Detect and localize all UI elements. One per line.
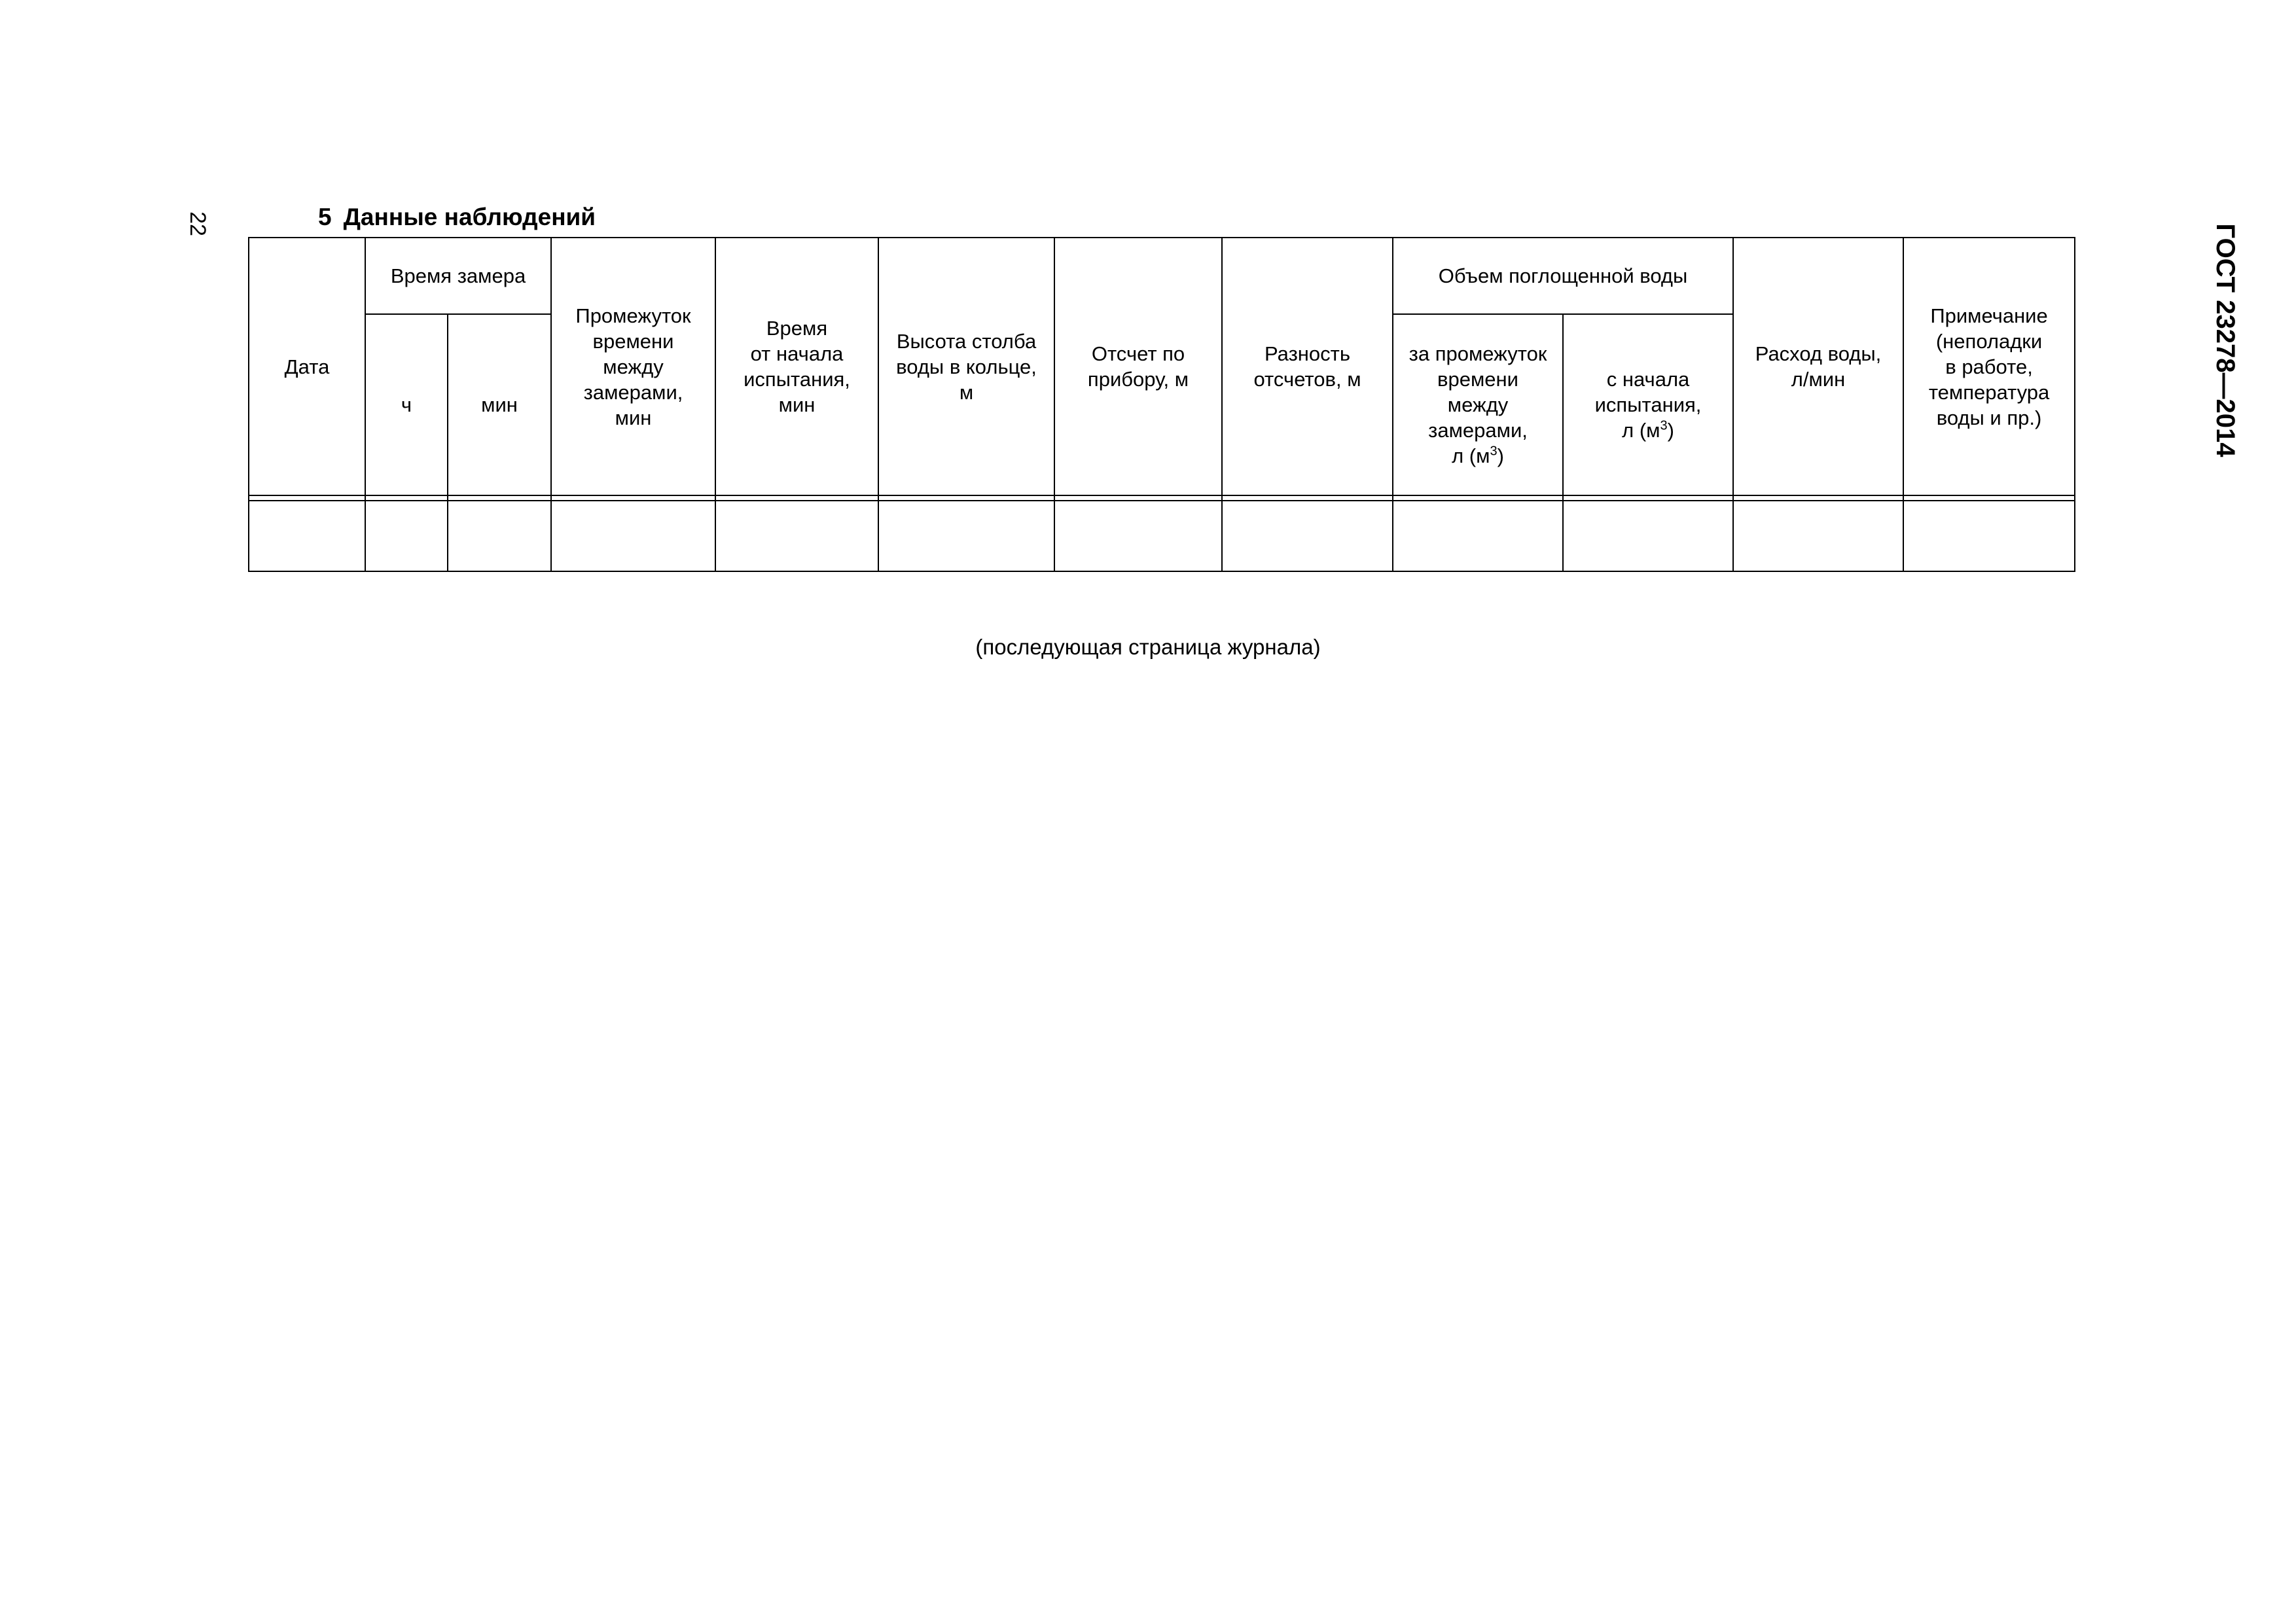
table-cell[interactable] bbox=[448, 501, 551, 571]
table-cell[interactable] bbox=[249, 501, 365, 571]
observation-table bbox=[248, 237, 2075, 572]
header-measurement-time: Время замера bbox=[365, 238, 551, 314]
table-cell[interactable] bbox=[1903, 501, 2075, 571]
header-date: Дата bbox=[249, 238, 365, 495]
header-column-height: Высота столба воды в кольце, м bbox=[878, 238, 1054, 495]
section-title: Данные наблюдений bbox=[343, 204, 596, 230]
header-flow-rate: Расход воды, л/мин bbox=[1733, 238, 1903, 495]
header-note: Примечание (неполадки в работе, температура воды и пр.) bbox=[1903, 238, 2075, 495]
header-gauge-reading: Отсчет по прибору, м bbox=[1054, 238, 1222, 495]
header-minutes: мин bbox=[448, 314, 551, 495]
table-cell[interactable] bbox=[878, 501, 1054, 571]
table-cell[interactable] bbox=[715, 501, 878, 571]
header-volume-interval: за промежуток времени между замерами, л $(м^3)$ bbox=[1393, 314, 1563, 495]
table-cell[interactable] bbox=[1563, 501, 1733, 571]
header-time-from-start: Время от начала испытания, мин bbox=[715, 238, 878, 495]
table-row bbox=[249, 501, 2075, 571]
section-number: 5 bbox=[318, 204, 332, 230]
table-cell[interactable] bbox=[551, 501, 715, 571]
table-cell[interactable] bbox=[1222, 501, 1393, 571]
table-cell[interactable] bbox=[1054, 501, 1222, 571]
page-number: 22 bbox=[185, 211, 210, 236]
table-cell[interactable] bbox=[1393, 501, 1563, 571]
table-cell[interactable] bbox=[1733, 501, 1903, 571]
table-cell[interactable] bbox=[365, 501, 448, 571]
header-row-top bbox=[249, 238, 2075, 314]
footer-note: (последующая страница журнала) bbox=[975, 635, 1321, 659]
header-separator bbox=[249, 495, 2075, 501]
header-volume-from-start: с начала испытания, л $(м^3)$ bbox=[1563, 314, 1733, 495]
header-absorbed-volume: Объем поглощенной воды bbox=[1393, 238, 1733, 314]
document-code: ГОСТ 23278—2014 bbox=[2211, 223, 2240, 457]
header-hours: ч bbox=[365, 314, 448, 495]
section-heading bbox=[318, 200, 596, 234]
header-reading-difference: Разность отсчетов, м bbox=[1222, 238, 1393, 495]
header-interval: Промежуток времени между замерами, мин bbox=[551, 238, 715, 495]
